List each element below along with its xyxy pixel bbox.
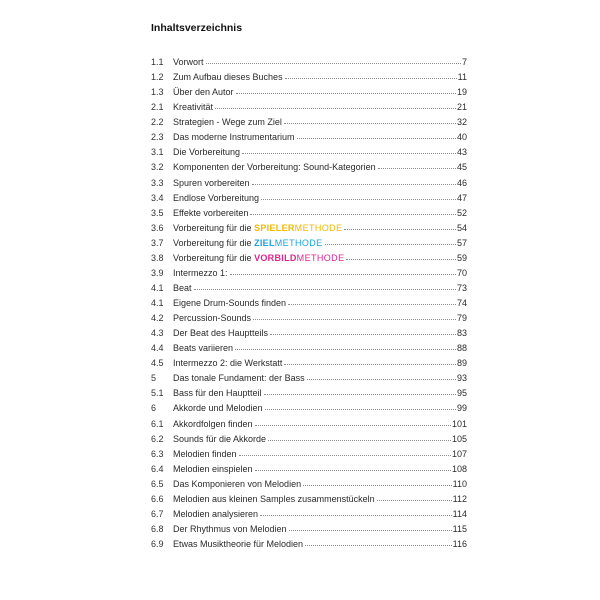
toc-entry-page: 19 (456, 87, 467, 98)
toc-entry-title (173, 206, 248, 221)
toc-entry-text: Strategien - Wege zum Ziel (173, 117, 282, 128)
toc-entry-page: 115 (452, 523, 467, 534)
toc-entry (151, 100, 467, 115)
toc-entry-text: Das tonale Fundament: der Bass (173, 373, 305, 384)
toc-entry-text: Intermezzo 2: die Werkstatt (173, 358, 283, 369)
toc-entry-title (173, 311, 251, 326)
toc-entry-number: 6.8 (151, 523, 164, 534)
toc-entry-title (173, 145, 240, 160)
toc-entry (151, 130, 467, 145)
toc-entry-page: 74 (456, 298, 467, 308)
page-title: Inhaltsverzeichnis (151, 22, 243, 34)
toc-entry (151, 145, 467, 160)
toc-entry-number: 3.6 (151, 222, 164, 233)
toc-entry-title (173, 507, 258, 522)
toc-entry-number: 1.1 (151, 57, 164, 67)
dot-leader (252, 175, 456, 185)
toc-entry-title (173, 477, 301, 492)
toc-entry-number: 3.3 (151, 177, 164, 188)
toc-entry-page: 52 (456, 207, 467, 218)
toc-entry (151, 371, 467, 386)
toc-entry-page: 88 (456, 343, 467, 354)
toc-entry-title (173, 176, 250, 191)
dot-leader (346, 250, 456, 260)
dot-leader (288, 295, 456, 305)
dot-leader (235, 340, 456, 350)
dot-leader (270, 325, 456, 335)
toc-entry-page: 7 (461, 57, 467, 67)
toc-entry (151, 236, 467, 251)
toc-entry-title (173, 492, 375, 507)
toc-entry-title (173, 100, 213, 115)
toc-entry-text: Zum Aufbau dieses Buches (173, 72, 283, 83)
dot-leader (325, 235, 456, 245)
toc-entry-title (173, 55, 204, 70)
toc-entry-number: 2.1 (151, 102, 164, 113)
toc-entry-number: 6 (151, 403, 157, 414)
toc-entry-text: Das moderne Instrumentarium (173, 132, 295, 143)
toc-entry-title (173, 432, 266, 447)
method-name-bold: SPIELER (254, 222, 295, 233)
toc-entry-title (173, 341, 233, 356)
toc-entry-number: 1.2 (151, 72, 164, 83)
toc-entry-number: 6.3 (151, 448, 164, 459)
toc-entry-title (173, 326, 268, 341)
toc-entry-text: Spuren vorbereiten (173, 177, 250, 188)
toc-entry-page: 21 (456, 102, 467, 113)
method-word: METHODE (296, 252, 345, 263)
toc-entry-title (173, 447, 237, 462)
toc-entry-page: 73 (456, 282, 467, 293)
toc-entry (151, 160, 467, 175)
toc-entry-text: Endlose Vorbereitung (173, 192, 260, 203)
toc-entry-page: 95 (456, 388, 467, 399)
toc-entry-number: 3.8 (151, 252, 164, 263)
toc-entry-number: 4.3 (151, 328, 164, 339)
toc-entry (151, 401, 467, 416)
toc-entry-number: 6.2 (151, 433, 164, 444)
toc-entry (151, 296, 467, 311)
toc-entry-number: 5.1 (151, 388, 164, 399)
toc-entry-number: 4.1 (151, 298, 164, 308)
toc-entry-number: 5 (151, 373, 157, 384)
toc-entry-title (173, 85, 234, 100)
toc-entry (151, 477, 467, 492)
toc-entry-text: Akkorde und Melodien (173, 403, 263, 414)
dot-leader (255, 461, 451, 471)
toc-list (151, 55, 467, 552)
dot-leader (261, 190, 456, 200)
toc-entry-number: 3.9 (151, 267, 164, 278)
toc-entry (151, 85, 467, 100)
dot-leader (297, 129, 456, 139)
dot-leader (303, 476, 452, 486)
toc-entry-title (173, 417, 253, 432)
toc-entry-title (173, 130, 295, 145)
dot-leader (239, 446, 451, 456)
toc-entry-title (173, 296, 286, 311)
toc-entry-page: 83 (456, 328, 467, 339)
toc-entry-title (173, 371, 305, 386)
dot-leader (284, 114, 456, 124)
toc-entry-title (173, 522, 287, 537)
toc-entry-text: Kreativität (173, 102, 214, 113)
toc-entry-text: Sounds für die Akkorde (173, 433, 267, 444)
toc-entry (151, 507, 467, 522)
dot-leader (260, 506, 452, 516)
toc-entry-text: Komponenten der Vorbereitung: Sound-Kategorien (173, 162, 376, 173)
toc-entry-page: 93 (456, 373, 467, 384)
toc-entry-text: Vorbereitung für die (173, 222, 255, 233)
toc-entry-page: 11 (457, 72, 467, 83)
toc-entry-text: Melodien finden (173, 448, 237, 459)
toc-entry-number: 3.5 (151, 207, 164, 218)
toc-entry-text: Akkordfolgen finden (173, 418, 253, 429)
toc-entry-page: 108 (451, 463, 467, 474)
method-word: METHODE (274, 237, 323, 248)
toc-entry-text: Melodien aus kleinen Samples zusammenstückeln (173, 493, 375, 504)
toc-entry-text: Effekte vorbereiten (173, 207, 249, 218)
dot-leader (236, 84, 456, 94)
toc-entry-title (173, 251, 344, 266)
toc-entry-page: 57 (456, 237, 467, 248)
toc-entry-page: 99 (456, 403, 467, 414)
toc-entry (151, 462, 467, 477)
dot-leader (230, 265, 456, 275)
toc-entry-number: 3.4 (151, 192, 164, 203)
toc-entry (151, 206, 467, 221)
toc-entry-text: Intermezzo 1: (173, 267, 228, 278)
toc-entry (151, 356, 467, 371)
toc-entry (151, 311, 467, 326)
toc-entry-text: Vorbereitung für die (173, 252, 255, 263)
toc-entry-number: 3.7 (151, 237, 164, 248)
dot-leader (250, 205, 456, 215)
toc-entry-text: Der Rhythmus von Melodien (173, 523, 287, 534)
toc-entry-page: 89 (456, 358, 467, 369)
toc-entry-page: 79 (456, 313, 467, 324)
toc-entry-title (173, 221, 342, 236)
toc-entry-text: Melodien analysieren (173, 508, 259, 519)
dot-leader (194, 280, 456, 290)
method-name-bold: VORBILD (254, 252, 297, 263)
toc-entry-page: 112 (452, 493, 467, 504)
toc-entry (151, 447, 467, 462)
toc-entry-title (173, 401, 263, 416)
toc-entry-number: 6.9 (151, 539, 164, 549)
toc-entry (151, 55, 467, 70)
toc-entry-title (173, 266, 228, 281)
toc-entry-page: 114 (452, 508, 467, 519)
toc-entry-page: 59 (456, 252, 467, 263)
toc-entry (151, 191, 467, 206)
toc-entry-text: Etwas Musiktheorie für Melodien (173, 539, 304, 549)
toc-entry-page: 110 (452, 478, 467, 489)
toc-entry (151, 251, 467, 266)
toc-entry (151, 326, 467, 341)
toc-entry-text: Vorwort (173, 57, 204, 67)
dot-leader (264, 385, 456, 395)
toc-entry-page: 45 (456, 162, 467, 173)
toc-entry-title (173, 281, 192, 296)
toc-entry-number: 4.5 (151, 358, 164, 369)
toc-entry-title (173, 236, 323, 251)
toc-entry-number: 4.2 (151, 313, 164, 324)
toc-entry-page: 107 (451, 448, 467, 459)
dot-leader (285, 69, 457, 79)
toc-entry (151, 386, 467, 401)
toc-entry-text: Der Beat des Hauptteils (173, 328, 269, 339)
toc-entry-text: Beats variieren (173, 343, 234, 354)
dot-leader (289, 521, 452, 531)
toc-entry-page: 70 (456, 267, 467, 278)
dot-leader (215, 99, 456, 109)
toc-entry-title (173, 191, 259, 206)
toc-entry-title (173, 70, 283, 85)
toc-entry-page: 46 (456, 177, 467, 188)
method-word: METHODE (294, 222, 343, 233)
toc-entry-number: 4.4 (151, 343, 164, 354)
dot-leader (307, 370, 456, 380)
toc-entry (151, 70, 467, 85)
toc-entry-number: 4.1 (151, 282, 164, 293)
toc-entry-number: 6.4 (151, 463, 164, 474)
toc-entry-title (173, 115, 282, 130)
toc-entry-title (173, 386, 262, 401)
dot-leader (344, 220, 456, 230)
toc-entry-number: 6.7 (151, 508, 164, 519)
toc-entry-text: Über den Autor (173, 87, 234, 98)
toc-entry-number: 3.1 (151, 147, 164, 158)
method-name-bold: ZIEL (254, 237, 275, 248)
dot-leader (265, 400, 456, 410)
toc-entry-number: 6.1 (151, 418, 164, 429)
toc-entry-text: Beat (173, 282, 192, 293)
toc-entry-number: 6.6 (151, 493, 164, 504)
toc-entry-number: 1.3 (151, 87, 164, 98)
toc-entry-page: 40 (456, 132, 467, 143)
dot-leader (378, 159, 456, 169)
toc-entry-page: 101 (451, 418, 467, 429)
toc-entry (151, 281, 467, 296)
toc-entry-page: 32 (456, 117, 467, 128)
dot-leader (268, 431, 451, 441)
toc-entry-number: 3.2 (151, 162, 164, 173)
toc-entry-title (173, 160, 376, 175)
toc-entry-page: 54 (456, 222, 467, 233)
toc-entry-page: 47 (456, 192, 467, 203)
toc-entry-number: 2.3 (151, 132, 164, 143)
dot-leader (242, 144, 456, 154)
toc-entry (151, 417, 467, 432)
dot-leader (284, 355, 456, 365)
toc-entry-number: 2.2 (151, 117, 164, 128)
toc-entry (151, 221, 467, 236)
toc-entry-text: Das Komponieren von Melodien (173, 478, 302, 489)
toc-entry-title (173, 356, 282, 371)
toc-entry (151, 522, 467, 537)
toc-entry-title (173, 462, 253, 477)
toc-entry (151, 266, 467, 281)
toc-entry-text: Melodien einspielen (173, 463, 253, 474)
dot-leader (206, 54, 461, 64)
dot-leader (255, 416, 451, 426)
toc-entry (151, 537, 467, 552)
toc-entry-title (173, 537, 303, 552)
toc-entry-number: 6.5 (151, 478, 164, 489)
toc-entry (151, 492, 467, 507)
toc-entry-text: Vorbereitung für die (173, 237, 255, 248)
toc-entry-page: 116 (452, 539, 467, 549)
dot-leader (305, 536, 452, 546)
toc-entry-text: Bass für den Hauptteil (173, 388, 262, 399)
dot-leader (377, 491, 452, 501)
toc-entry (151, 432, 467, 447)
toc-entry (151, 341, 467, 356)
toc-entry-text: Die Vorbereitung (173, 147, 241, 158)
toc-entry-text: Eigene Drum-Sounds finden (173, 298, 287, 308)
toc-entry (151, 176, 467, 191)
toc-entry (151, 115, 467, 130)
dot-leader (253, 310, 456, 320)
toc-entry-text: Percussion-Sounds (173, 313, 252, 324)
toc-entry-page: 43 (456, 147, 467, 158)
toc-entry-page: 105 (451, 433, 467, 444)
